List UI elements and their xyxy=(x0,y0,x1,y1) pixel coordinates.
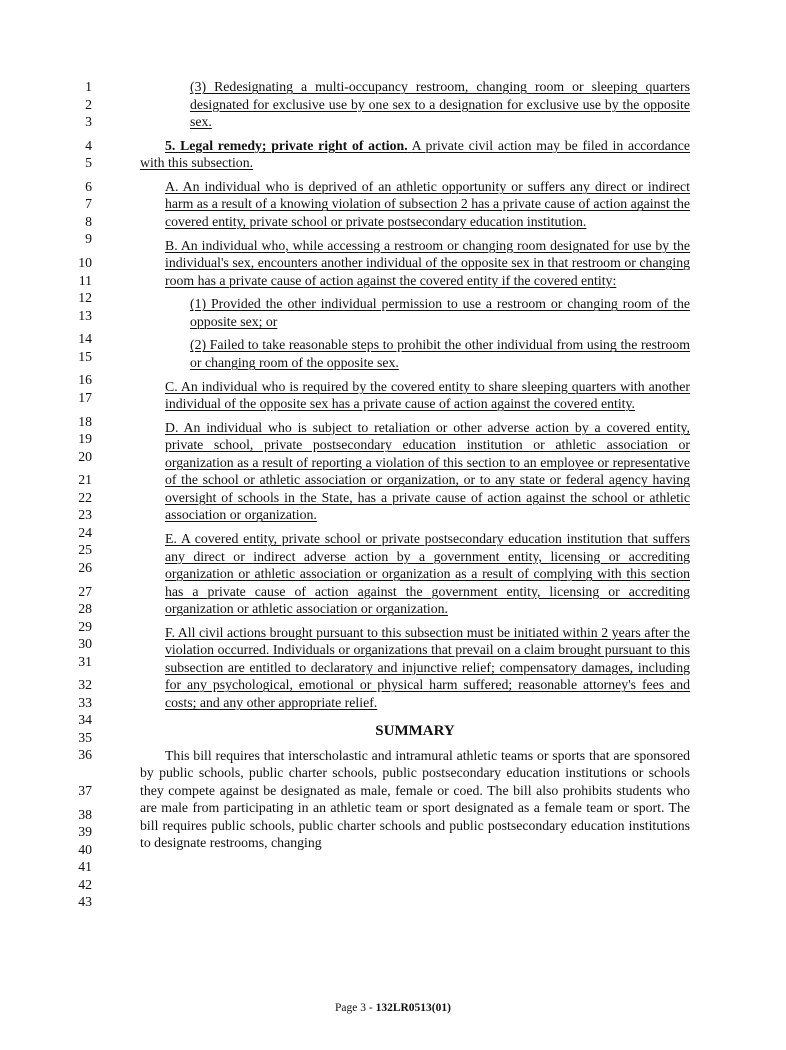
paragraph-3: (3) Redesignating a multi-occupancy restroom, changing room or sleeping quarters designated for exclusive use by one sex to a designation for exclusive use by the opposite sex. xyxy=(190,79,690,129)
line-number: 39 xyxy=(78,824,92,840)
line-number: 2 xyxy=(85,96,92,112)
line-number: 25 xyxy=(78,542,92,558)
subsection-b-2: (2) Failed to take reasonable steps to prohibit the other individual from using the restroom or changing room of the opposite sex. xyxy=(190,337,690,370)
line-gap xyxy=(60,764,92,783)
line-number: 35 xyxy=(78,729,92,745)
line-number: 26 xyxy=(78,559,92,575)
section-5 xyxy=(140,137,690,172)
page-footer xyxy=(0,1002,786,1014)
line-number: 12 xyxy=(78,290,92,306)
line-number: 3 xyxy=(85,114,92,129)
line-number: 23 xyxy=(78,507,92,523)
line-number: 15 xyxy=(78,348,92,364)
line-number: 14 xyxy=(78,331,92,347)
line-number: 16 xyxy=(78,372,92,388)
line-number: 9 xyxy=(85,231,92,247)
line-number: 41 xyxy=(78,859,92,875)
line-number: 42 xyxy=(78,876,92,892)
section-5-text: A private civil action may be filed in accordance with this subsection. xyxy=(140,137,690,171)
footer-document-code: 132LR0513(01) xyxy=(375,1002,451,1014)
line-number: 10 xyxy=(78,255,92,271)
subsection-b: B. An individual who, while accessing a restroom or changing room designated for use by the individual's sex, encounters another individual of the opposite sex in that restroom or changing room has a private cause of action against the covered entity if the covered entity: xyxy=(165,237,690,288)
line-number: 31 xyxy=(78,653,92,669)
line-number: 6 xyxy=(85,178,92,194)
line-number: 33 xyxy=(78,694,92,710)
document-body xyxy=(140,78,690,852)
line-number: 36 xyxy=(78,747,92,763)
line-number: 21 xyxy=(78,472,92,488)
subsection-b-1: (1) Provided the other individual permission to use a restroom or changing room of the opposite sex; or xyxy=(190,296,690,329)
line-number: 27 xyxy=(78,583,92,599)
line-number: 19 xyxy=(78,431,92,447)
section-5-heading: 5. Legal remedy; private right of action. xyxy=(165,137,408,153)
line-number-gutter xyxy=(60,78,92,911)
line-number: 37 xyxy=(78,783,92,799)
line-number: 17 xyxy=(78,389,92,405)
footer-page-number: Page 3 - xyxy=(335,1002,376,1014)
line-number: 7 xyxy=(85,196,92,212)
subsection-f: F. All civil actions brought pursuant to this subsection must be initiated within 2 years after the violation occurred. Individuals or organizations that prevail on a claim brought pursuant to this subsection are entitled to declaratory and injunctive relief; compensatory damages, including for any psychological, emotional or physical harm suffered; reasonable attorney's fees and costs; and any other appropriate relief. xyxy=(165,624,690,710)
line-number: 18 xyxy=(78,413,92,429)
line-number: 38 xyxy=(78,806,92,822)
line-number: 13 xyxy=(78,307,92,323)
subsection-d: D. An individual who is subject to retaliation or other adverse action by a covered entity, private school, private postsecondary education institution or athletic association or organization as a result of reporting a violation of this section to an employee or representative of the school or athletic association or organization, or to any state or federal agency having oversight of schools in the State, has a private cause of action against the school or athletic association or organization. xyxy=(165,419,690,523)
line-number: 5 xyxy=(85,155,92,171)
line-number: 4 xyxy=(85,137,92,153)
line-number: 28 xyxy=(78,601,92,616)
line-number: 43 xyxy=(78,894,92,910)
line-number: 8 xyxy=(85,213,92,229)
line-number: 1 xyxy=(85,79,92,94)
subsection-e: E. A covered entity, private school or private postsecondary education institution that suffers any direct or indirect adverse action by a government entity, licensing or accrediting organization or athletic association or organization as a result of complying with this section has a private cause of action against the government entity, licensing or accrediting organization or athletic association or organization. xyxy=(165,531,690,616)
line-number: 32 xyxy=(78,677,92,693)
summary-section xyxy=(140,747,690,852)
line-number: 11 xyxy=(78,272,92,288)
line-number: 30 xyxy=(78,636,92,651)
subsection-c: C. An individual who is required by the covered entity to share sleeping quarters with another individual of the opposite sex has a private cause of action against the covered entity. xyxy=(165,378,690,412)
line-number: 24 xyxy=(78,524,92,540)
summary-text: This bill requires that interscholastic and intramural athletic teams or sports that are sponsored by public schools, public charter schools, public postsecondary education institutions or schools they compete against be designated as male, female or coed. The bill also prohibits students who are male from participating in an athletic team or sport designated as a female team or sport. The bill requires public schools, public charter schools and public postsecondary education institutions to designate restrooms, changing xyxy=(140,747,690,851)
line-number: 22 xyxy=(78,489,92,505)
summary-heading: SUMMARY xyxy=(375,723,455,740)
subsection-a: A. An individual who is deprived of an athletic opportunity or suffers any direct or indirect harm as a result of a knowing violation of subsection 2 has a private cause of action against the covered entity, private school or private postsecondary education institution. xyxy=(165,178,690,229)
line-number: 40 xyxy=(78,841,92,857)
line-number: 20 xyxy=(78,448,92,464)
line-number: 34 xyxy=(78,712,92,728)
line-number: 29 xyxy=(78,618,92,634)
